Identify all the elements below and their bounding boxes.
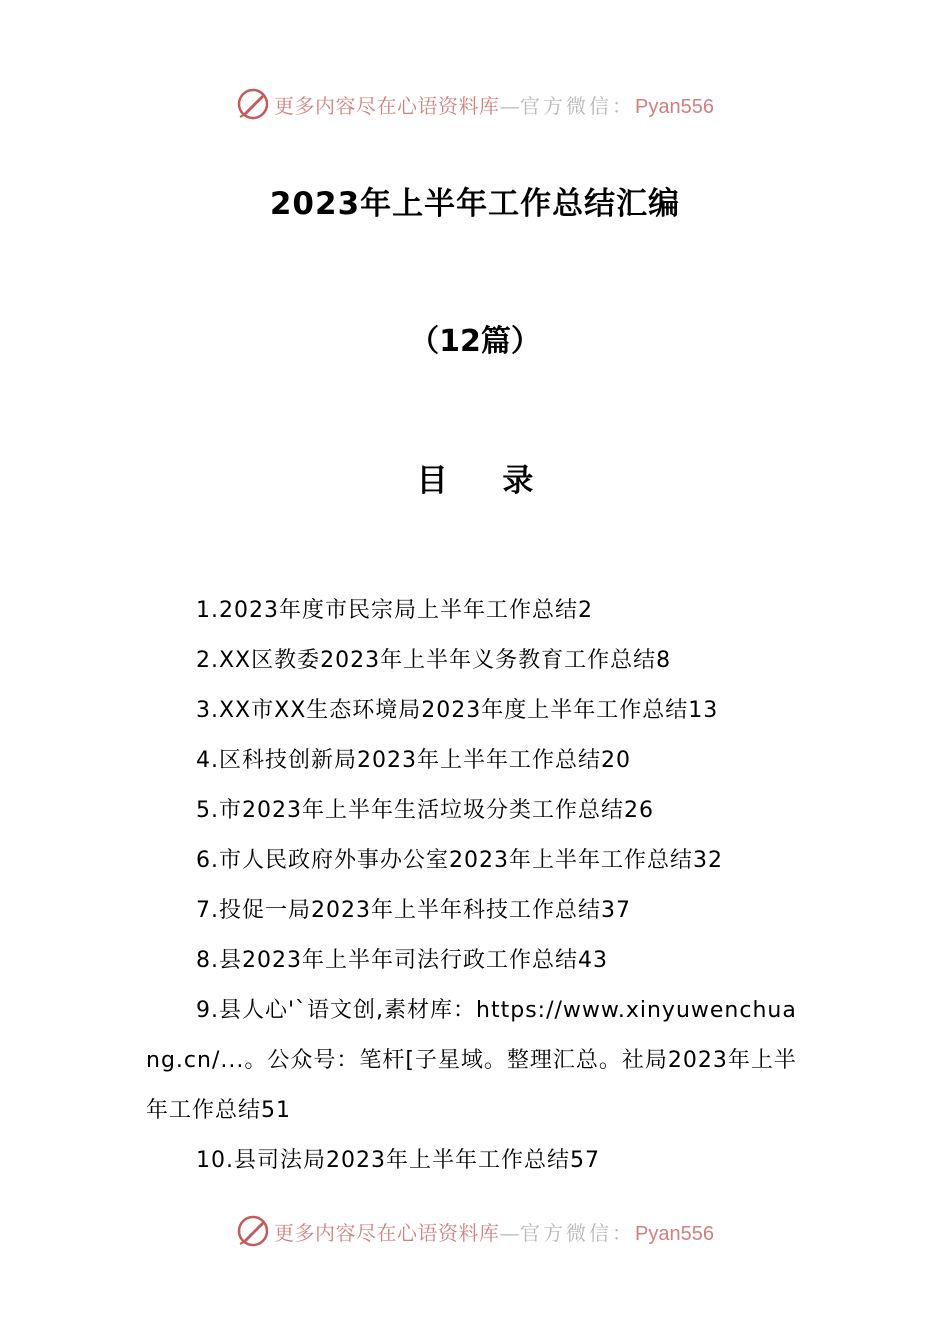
watermark-separator: — [499, 93, 521, 118]
toc-item: 5.市2023年上半年生活垃圾分类工作总结26 [196, 798, 654, 823]
watermark-brand: 更多内容尽在心语资料库 [274, 93, 500, 118]
watermark-official: 官方微信： [520, 1220, 636, 1245]
watermark-text [274, 1217, 714, 1246]
toc-item: 1.2023年度市民宗局上半年工作总结2 [196, 598, 593, 623]
document-subtitle: （12篇） [409, 324, 541, 359]
toc-item: 7.投促一局2023年上半年科技工作总结37 [196, 898, 631, 923]
quill-logo-icon [236, 1214, 270, 1248]
toc-item: 8.县2023年上半年司法行政工作总结43 [196, 948, 608, 973]
watermark-header [0, 84, 950, 124]
document-title: 2023年上半年工作总结汇编 [269, 186, 681, 222]
watermark-footer [0, 1211, 950, 1251]
toc-item: 6.市人民政府外事办公室2023年上半年工作总结32 [196, 848, 723, 873]
watermark-separator: — [499, 1220, 521, 1245]
watermark-account: Pyan556 [635, 95, 714, 118]
toc-item: 9.县人心'`语文创,素材库：https://www.xinyuwenchuang.cn/...。公众号：笔杆[子星域。整理汇总。社局2023年上半年工作总结51 [146, 998, 797, 1123]
toc-item: 4.区科技创新局2023年上半年工作总结20 [196, 748, 631, 773]
toc-item: 3.XX市XX生态环境局2023年度上半年工作总结13 [196, 698, 719, 723]
watermark-brand: 更多内容尽在心语资料库 [274, 1220, 500, 1245]
quill-logo-icon [236, 87, 270, 121]
watermark-account: Pyan556 [635, 1222, 714, 1245]
table-of-contents [146, 586, 808, 1186]
watermark-text [274, 90, 714, 119]
toc-item: 2.XX区教委2023年上半年义务教育工作总结8 [196, 648, 672, 673]
toc-item: 10.县司法局2023年上半年工作总结57 [196, 1148, 600, 1173]
watermark-official: 官方微信： [520, 93, 636, 118]
toc-heading: 目 录 [416, 463, 556, 499]
